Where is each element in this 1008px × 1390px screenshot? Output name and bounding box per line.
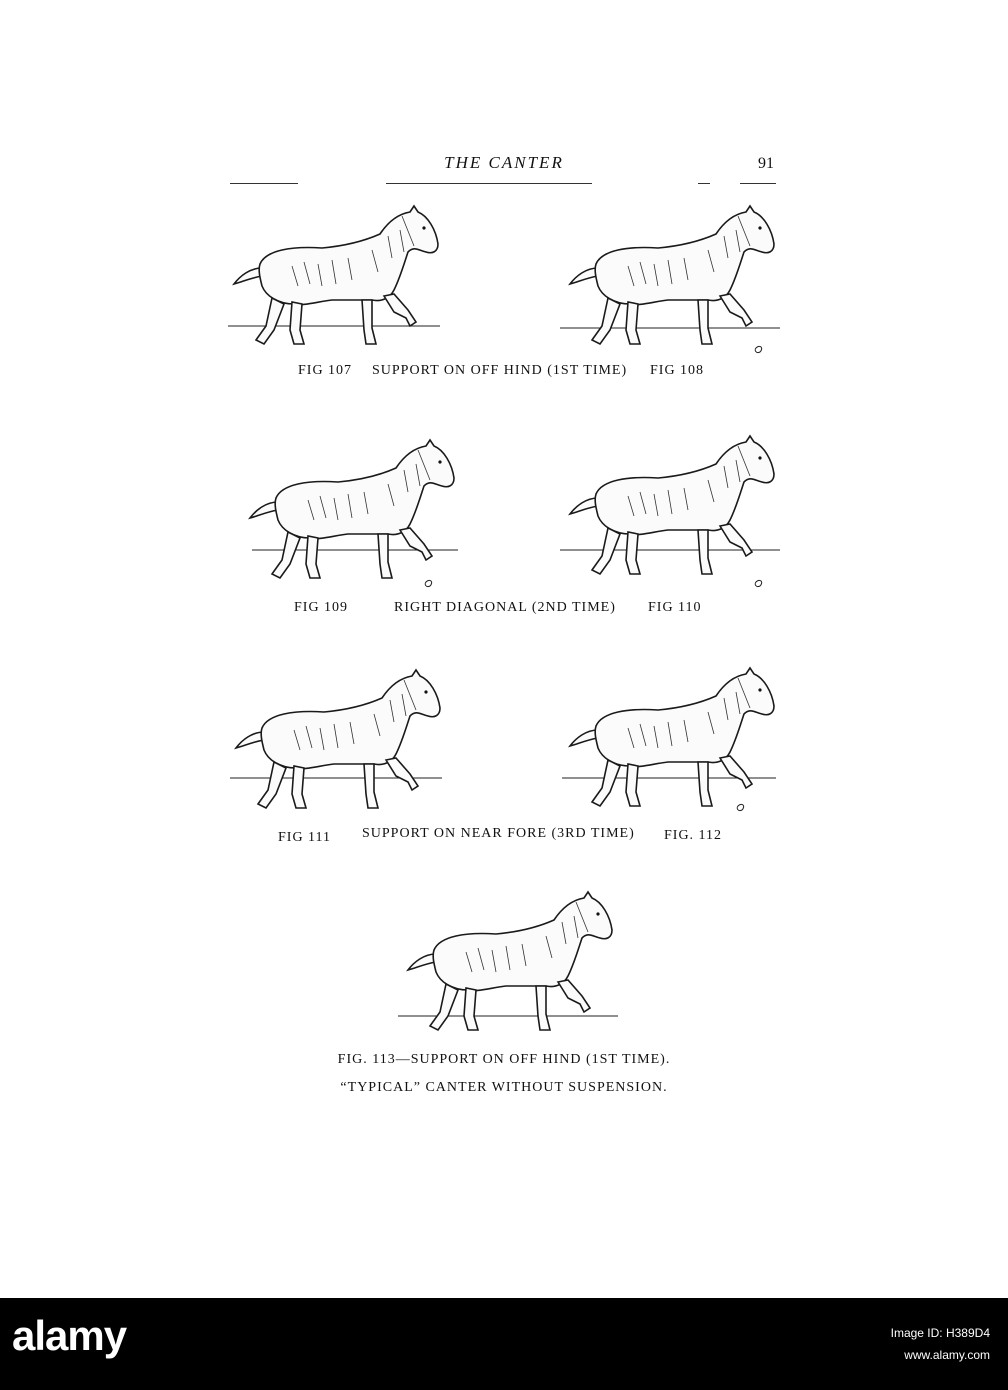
header-rule-right <box>740 183 776 184</box>
image-id: Image ID: H389D4 <box>890 1326 990 1340</box>
brand-logo: alamy <box>12 1312 127 1359</box>
horse-illustration-fig-111 <box>230 666 442 818</box>
header-rule-right-short <box>698 183 710 184</box>
site-url: www.alamy.com <box>904 1348 990 1362</box>
caption-fig-111: FIG 111 <box>278 830 332 845</box>
running-head-title: THE CANTER <box>444 153 564 172</box>
horse-illustration-fig-112 <box>562 664 776 818</box>
caption-row-2: RIGHT DIAGONAL (2ND TIME) <box>394 600 616 615</box>
header-rule-center <box>386 183 592 184</box>
horse-illustration-fig-113 <box>398 888 618 1038</box>
caption-fig-107: FIG 107 <box>298 363 353 378</box>
caption-fig-108: FIG 108 <box>650 363 705 378</box>
caption-fig-113-line-2: “TYPICAL” CANTER WITHOUT SUSPENSION. <box>340 1080 668 1095</box>
horse-illustration-fig-110 <box>560 432 780 594</box>
caption-fig-112: FIG. 112 <box>664 828 723 843</box>
header-rule-left <box>230 183 298 184</box>
caption-fig-110: FIG 110 <box>648 600 702 615</box>
page-number: 91 <box>758 155 774 172</box>
horse-illustration-fig-107 <box>228 202 440 358</box>
horse-illustration-fig-109 <box>232 436 458 594</box>
caption-row-3: SUPPORT ON NEAR FORE (3RD TIME) <box>362 826 635 841</box>
caption-fig-109: FIG 109 <box>294 600 349 615</box>
horse-illustration-fig-108 <box>560 200 780 360</box>
caption-row-1: SUPPORT ON OFF HIND (1ST TIME) <box>372 363 628 378</box>
caption-fig-113-line-1: FIG. 113—SUPPORT ON OFF HIND (1ST TIME). <box>337 1052 671 1067</box>
stock-footer-bar <box>0 1298 1008 1390</box>
